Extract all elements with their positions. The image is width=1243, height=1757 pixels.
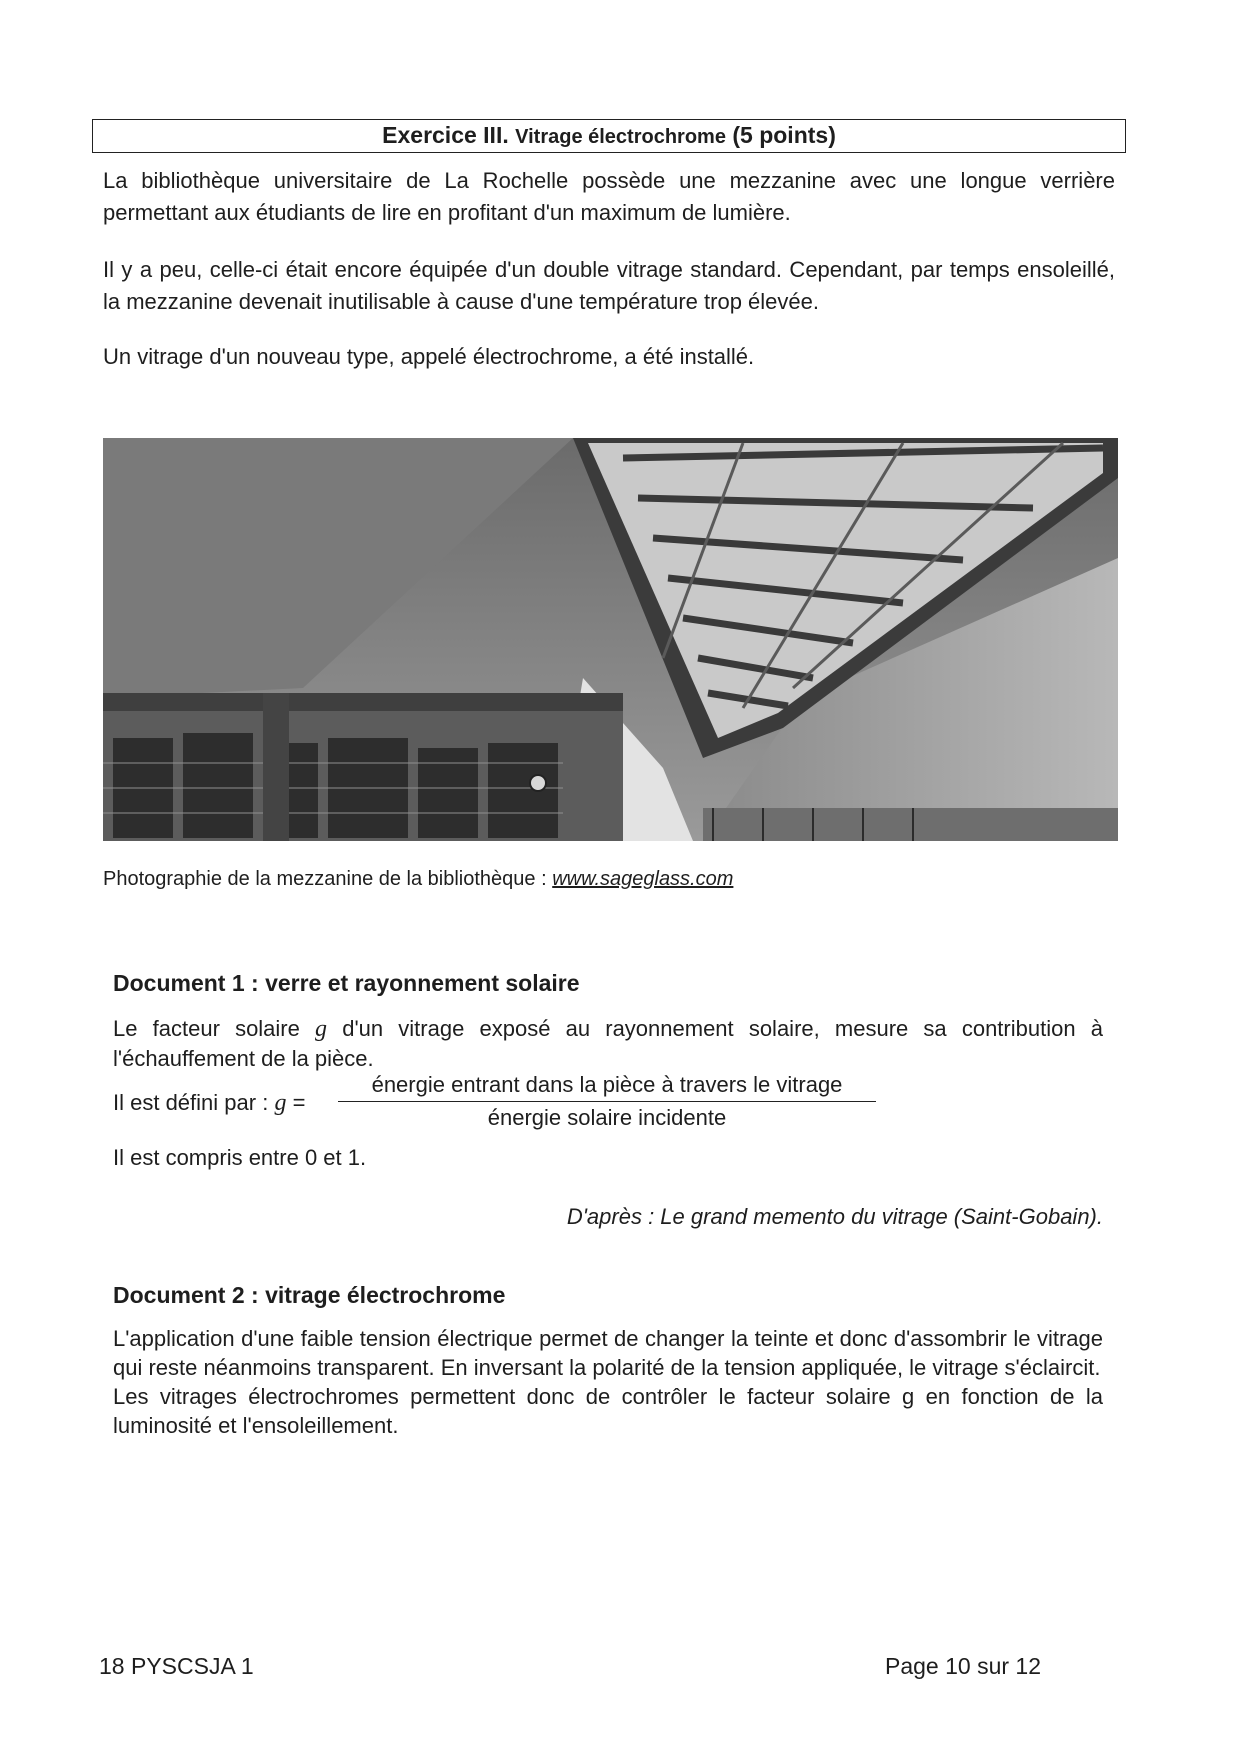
formula-symbol: g [274,1090,287,1116]
document-2-text [113,1324,1103,1440]
exercise-title-points: (5 points) [732,122,836,148]
doc2-paragraph-1: L'application d'une faible tension électrique permet de changer la teinte et donc d'assombrir le vitrage qui reste néanmoins transparent. En inversant la polarité de la tension appliquée, le vitrage s'éclaircit. [113,1326,1103,1380]
solar-factor-formula [113,1071,1013,1143]
exam-code: 18 PYSCSJA 1 [99,1653,254,1679]
intro-paragraph-1: La bibliothèque universitaire de La Rochelle possède une mezzanine avec une longue verrière permettant aux étudiants de lire en profitant d'un maximum de lumière. [103,168,1115,225]
document-1-citation: D'après : Le grand memento du vitrage (Saint-Gobain). [566,1204,1103,1229]
photo-source-link[interactable]: www.sageglass.com [552,868,734,890]
range-statement: Il est compris entre 0 et 1. [113,1145,367,1170]
formula-lhs [113,1090,305,1117]
photo-caption-text: Photographie de la mezzanine de la bibliothèque : [103,868,547,890]
intro-paragraph-3: Un vitrage d'un nouveau type, appelé électrochrome, a été installé. [103,344,755,369]
formula-lead: Il est défini par : [113,1090,269,1115]
photo-caption [103,866,733,892]
document-1-title: Document 1 : verre et rayonnement solaire [113,970,580,996]
doc2-paragraph-2: Les vitrages électrochromes permettent donc de contrôler le facteur solaire g en fonction de la luminosité et l'ensoleillement. [113,1384,1103,1438]
doc1-text-before: Le facteur solaire [113,1016,300,1041]
intro-paragraph-2: Il y a peu, celle-ci était encore équipée d'un double vitrage standard. Cependant, par temps ensoleillé, la mezzanine devenait inutilisable à cause d'une température trop élevée. [103,257,1115,314]
exercise-title-main: Vitrage électrochrome [515,126,726,148]
doc1-text-after: d'un vitrage exposé au rayonnement solaire, mesure sa contribution à l'échauffement de la pièce. [113,1016,1103,1071]
mezzanine-photo [103,438,1118,841]
mezzanine-photo-image [103,438,1118,841]
exercise-title-box [92,119,1126,153]
exercise-title-prefix: Exercice III. [382,122,509,148]
formula-fraction [338,1071,876,1134]
formula-equals: = [292,1090,306,1115]
formula-denominator: énergie solaire incidente [487,1105,727,1130]
page-number: Page 10 sur 12 [885,1653,1042,1679]
document-1-text [113,1014,1103,1073]
document-2-title: Document 2 : vitrage électrochrome [113,1282,506,1308]
solar-factor-symbol: g [315,1016,328,1042]
formula-numerator: énergie entrant dans la pièce à travers le vitrage [338,1071,876,1102]
